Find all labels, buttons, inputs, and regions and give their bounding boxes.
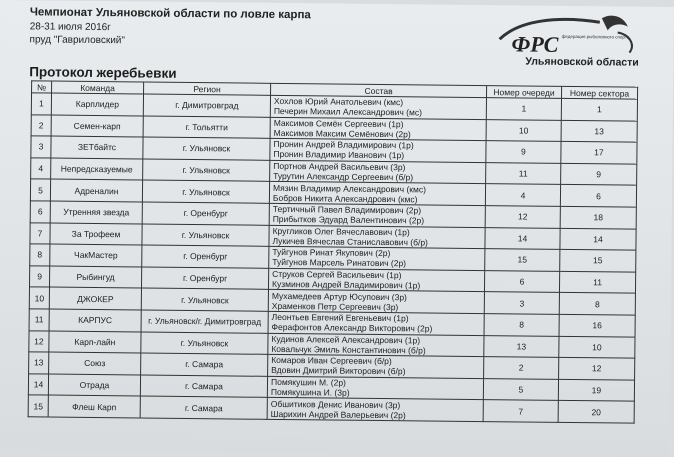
row-number: 15 bbox=[28, 395, 48, 417]
member-2: Ковальчук Эмиль Константинович (б/р) bbox=[271, 343, 426, 356]
sector-number: 10 bbox=[559, 336, 635, 358]
team-region: г. Оренбург bbox=[142, 245, 269, 268]
sector-number: 20 bbox=[558, 401, 634, 423]
member-2: Турутин Александр Сергеевич (б/р) bbox=[273, 170, 414, 183]
team-name: Союз bbox=[49, 352, 141, 375]
member-2: Ферафонтов Александр Викторович (2р) bbox=[271, 322, 433, 334]
queue-number: 13 bbox=[484, 335, 559, 357]
member-2: Кузминов Андрей Владимирович (1р) bbox=[271, 278, 421, 291]
member-1: Туйгунов Ринат Якупович (2р) bbox=[272, 247, 391, 259]
team-region: г. Самара bbox=[141, 353, 268, 376]
team-members bbox=[270, 95, 486, 119]
col-header-queue: Номер очереди bbox=[487, 86, 562, 99]
queue-number: 10 bbox=[486, 119, 561, 141]
row-number: 9 bbox=[29, 266, 49, 288]
team-name: Утренняя звезда bbox=[50, 201, 142, 224]
member-1: Максимов Семён Сергеевич (1р) bbox=[273, 117, 404, 130]
queue-number: 2 bbox=[484, 357, 559, 379]
member-1: Портнов Андрей Васильевич (3р) bbox=[273, 160, 406, 173]
queue-number: 1 bbox=[486, 98, 561, 120]
team-members bbox=[270, 117, 486, 141]
sector-number: 14 bbox=[560, 228, 636, 250]
row-number: 14 bbox=[28, 374, 48, 396]
team-region: г. Димитровград bbox=[143, 94, 270, 117]
team-members bbox=[267, 376, 483, 400]
team-members bbox=[268, 311, 484, 335]
member-1: Кругликов Олег Вячеславович (1р) bbox=[272, 225, 410, 238]
team-members bbox=[268, 333, 484, 357]
col-header-number: № bbox=[32, 81, 52, 93]
row-number: 3 bbox=[31, 136, 51, 158]
team-members bbox=[268, 290, 484, 314]
row-number: 8 bbox=[30, 244, 50, 266]
team-name: Семен-карп bbox=[51, 115, 143, 138]
queue-number: 12 bbox=[485, 206, 560, 228]
member-1: Пронин Андрей Владимирович (1р) bbox=[273, 139, 414, 151]
team-members bbox=[269, 225, 485, 249]
queue-number: 6 bbox=[484, 270, 559, 292]
member-1: Помякушин М. (2р) bbox=[270, 376, 346, 388]
queue-number: 4 bbox=[485, 184, 560, 206]
member-1: Струков Сергей Васильевич (1р) bbox=[272, 268, 402, 281]
logo-small-text: федерация рыболовного спорта bbox=[561, 33, 630, 40]
event-location: пруд "Гавриловский" bbox=[29, 34, 126, 47]
logo-region: Ульяновской области bbox=[525, 55, 639, 69]
queue-number: 15 bbox=[485, 249, 560, 271]
team-name: ЧакМастер bbox=[50, 244, 142, 267]
member-1: Мязин Владимир Александрович (кмс) bbox=[272, 182, 427, 195]
team-region: г. Оренбург bbox=[141, 267, 268, 290]
sector-number: 18 bbox=[560, 206, 636, 228]
col-header-members: Состав bbox=[271, 83, 487, 97]
team-region: г. Самара bbox=[140, 396, 267, 419]
member-2: Прибытков Эдуард Валентинович (2р) bbox=[272, 214, 425, 226]
row-number: 4 bbox=[31, 158, 51, 180]
team-name: ДЖОКЕР bbox=[49, 287, 141, 310]
sector-number: 17 bbox=[561, 142, 637, 164]
team-region: г. Ульяновск bbox=[141, 332, 268, 355]
team-members bbox=[270, 139, 486, 163]
team-name: КАРПУС bbox=[49, 309, 141, 332]
col-header-team: Команда bbox=[52, 81, 144, 94]
member-2: Шарихин Андрей Валерьевич (2р) bbox=[270, 408, 406, 420]
draw-table bbox=[28, 80, 638, 423]
row-number: 5 bbox=[30, 179, 50, 201]
col-header-region: Регион bbox=[144, 82, 271, 95]
row-number: 10 bbox=[29, 287, 49, 309]
sector-number: 6 bbox=[560, 185, 636, 207]
team-members bbox=[268, 268, 484, 292]
team-name: Флеш Карп bbox=[48, 395, 140, 418]
member-2: Храменков Петр Сергеевич (3р) bbox=[271, 300, 399, 312]
row-number: 7 bbox=[30, 222, 50, 244]
sector-number: 9 bbox=[561, 163, 637, 185]
member-2: Вдовин Дмитрий Викторович (б/р) bbox=[271, 365, 406, 377]
member-2: Пронин Владимир Иванович (1р) bbox=[273, 149, 405, 161]
team-name: Отрада bbox=[48, 374, 140, 397]
queue-number: 8 bbox=[484, 314, 559, 336]
member-2: Бобров Никита Александрович (кмс) bbox=[272, 192, 418, 205]
sector-number: 12 bbox=[559, 357, 635, 379]
sector-number: 13 bbox=[561, 120, 637, 142]
row-number: 6 bbox=[30, 201, 50, 223]
team-name: Карп-лайн bbox=[49, 331, 141, 354]
team-members bbox=[269, 182, 485, 206]
member-1: Комаров Иван Сергеевич (б/р) bbox=[271, 355, 392, 367]
team-region: г. Оренбург bbox=[142, 202, 269, 225]
document-title: Чемпионат Ульяновской области по ловле карпа bbox=[29, 6, 311, 22]
row-number: 13 bbox=[29, 352, 49, 374]
member-1: Тертичный Павел Владимирович (2р) bbox=[272, 204, 422, 216]
queue-number: 5 bbox=[483, 378, 558, 400]
team-region: г. Самара bbox=[140, 375, 267, 398]
member-2: Печерин Михаил Александрович (мс) bbox=[273, 106, 422, 118]
sector-number: 19 bbox=[558, 379, 634, 401]
sector-number: 1 bbox=[561, 98, 637, 120]
member-2: Лукичев Вячеслав Станиславович (б/р) bbox=[272, 235, 428, 248]
row-number: 12 bbox=[29, 330, 49, 352]
logo-letters: ФРС bbox=[511, 31, 559, 57]
member-2: Туйгунов Марсель Ринатович (2р) bbox=[272, 257, 407, 269]
protocol-title: Протокол жеребьевки bbox=[29, 64, 177, 81]
team-members bbox=[268, 354, 484, 378]
sector-number: 11 bbox=[559, 271, 635, 293]
row-number: 2 bbox=[31, 114, 51, 136]
team-name: Карплидер bbox=[51, 93, 143, 116]
team-members bbox=[267, 398, 483, 422]
team-region: г. Ульяновск bbox=[143, 137, 270, 160]
queue-number: 11 bbox=[486, 162, 561, 184]
team-members bbox=[269, 246, 485, 270]
team-members bbox=[270, 160, 486, 184]
member-1: Обшитиков Денис Иванович (3р) bbox=[270, 398, 401, 410]
team-name: За Трофеем bbox=[50, 223, 142, 246]
team-region: г. Ульяновск bbox=[142, 224, 269, 247]
queue-number: 3 bbox=[484, 292, 559, 314]
sector-number: 15 bbox=[560, 250, 636, 272]
team-region: г. Тольятти bbox=[143, 116, 270, 139]
sector-number: 8 bbox=[559, 293, 635, 315]
member-1: Мухамедеев Артур Юсупович (3р) bbox=[271, 290, 407, 302]
team-members bbox=[269, 203, 485, 227]
member-2: Максимов Максим Семёнович (2р) bbox=[273, 127, 411, 140]
team-region: г. Ульяновск bbox=[141, 288, 268, 311]
queue-number: 14 bbox=[485, 227, 560, 249]
team-region: г. Ульяновск bbox=[142, 180, 269, 203]
team-name: Рыбингуд bbox=[49, 266, 141, 289]
queue-number: 7 bbox=[483, 400, 558, 422]
team-name: Адреналин bbox=[50, 179, 142, 202]
sector-number: 16 bbox=[559, 314, 635, 336]
row-number: 1 bbox=[31, 93, 51, 115]
row-number: 11 bbox=[29, 309, 49, 331]
team-name: Непредсказуемые bbox=[51, 158, 143, 181]
team-region: г. Ульяновск bbox=[143, 159, 270, 182]
member-2: Помякушина И. (3р) bbox=[270, 386, 350, 398]
queue-number: 9 bbox=[486, 141, 561, 163]
event-dates: 28-31 июля 2016г bbox=[29, 21, 111, 34]
member-1: Кудинов Алексей Александрович (1р) bbox=[271, 333, 421, 346]
col-header-sector: Номер сектора bbox=[562, 86, 638, 99]
team-region: г. Ульяновск/г. Димитровград bbox=[141, 310, 268, 333]
team-name: ЗЕТбайтс bbox=[51, 136, 143, 159]
member-1: Хохлов Юрий Анатольевич (кмс) bbox=[273, 96, 404, 108]
member-1: Леонтьев Евгений Евгеньевич (1р) bbox=[271, 312, 409, 324]
